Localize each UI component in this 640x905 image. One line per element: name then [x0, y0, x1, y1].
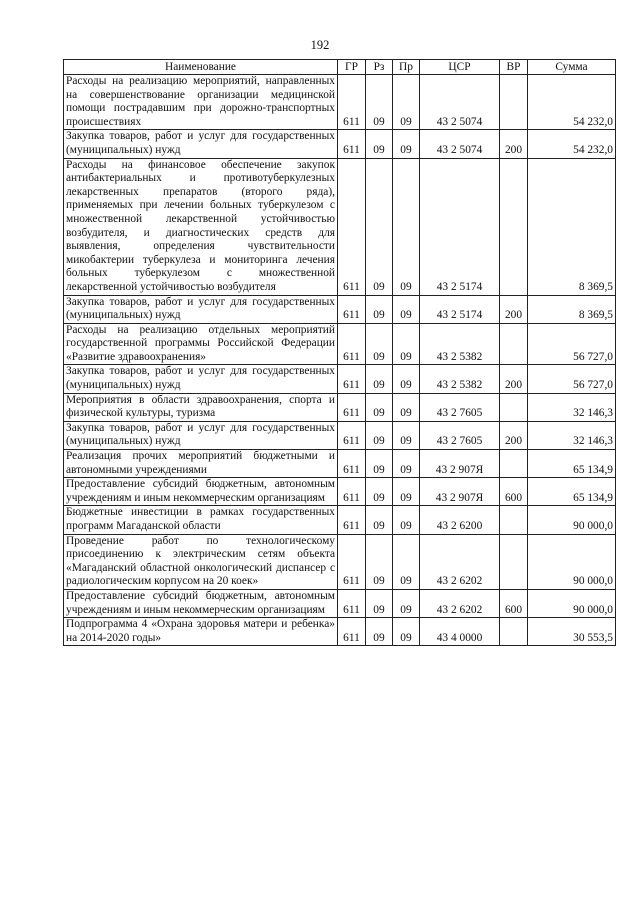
header-vr: ВР	[500, 60, 528, 75]
row-csr: 43 2 6202	[420, 589, 500, 617]
row-rz: 09	[366, 295, 393, 323]
row-pr: 09	[393, 534, 420, 589]
row-sum: 8 369,5	[528, 295, 616, 323]
row-gr: 611	[338, 365, 366, 393]
row-vr	[500, 158, 528, 295]
table-row	[64, 323, 616, 365]
row-pr: 09	[393, 158, 420, 295]
row-rz: 09	[366, 421, 393, 449]
row-csr: 43 2 5074	[420, 130, 500, 158]
row-pr: 09	[393, 323, 420, 365]
row-vr	[500, 75, 528, 130]
row-rz: 09	[366, 450, 393, 478]
header-pr: Пр	[393, 60, 420, 75]
row-gr: 611	[338, 295, 366, 323]
row-name: Расходы на реализацию мероприятий, направленных на совершенствование организации медицинской помощи пострадавшим при дорожно-транспортных происшествиях	[64, 75, 338, 130]
table-row	[64, 75, 616, 130]
header-sum: Сумма	[528, 60, 616, 75]
row-sum: 30 553,5	[528, 618, 616, 646]
row-sum: 90 000,0	[528, 589, 616, 617]
row-rz: 09	[366, 393, 393, 421]
row-name: Расходы на финансовое обеспечение закупок антибактериальных и противотуберкулезных лекарственных препаратов (второго ряда), применяемых при лечении больных туберкулезом с множественной лекарственной устойчивостью возбудителя, и диагностических средств для выявления, определения чувствительности микобактерии туберкулеза и мониторинга лечения больных туберкулезом с множественной лекарственной устойчивостью возбудителя	[64, 158, 338, 295]
row-rz: 09	[366, 478, 393, 506]
header-gr: ГР	[338, 60, 366, 75]
row-name: Реализация прочих мероприятий бюджетными и автономными учреждениями	[64, 450, 338, 478]
row-rz: 09	[366, 618, 393, 646]
table-row	[64, 393, 616, 421]
row-pr: 09	[393, 506, 420, 534]
row-vr	[500, 534, 528, 589]
table-row	[64, 158, 616, 295]
row-gr: 611	[338, 589, 366, 617]
row-vr: 600	[500, 478, 528, 506]
row-vr	[500, 618, 528, 646]
row-name: Подпрограмма 4 «Охрана здоровья матери и ребенка» на 2014-2020 годы»	[64, 618, 338, 646]
row-rz: 09	[366, 506, 393, 534]
row-rz: 09	[366, 75, 393, 130]
header-name: Наименование	[64, 60, 338, 75]
row-name: Предоставление субсидий бюджетным, автономным учреждениям и иным некоммерческим организациям	[64, 589, 338, 617]
row-gr: 611	[338, 450, 366, 478]
row-vr: 600	[500, 589, 528, 617]
table-row	[64, 450, 616, 478]
row-csr: 43 2 5074	[420, 75, 500, 130]
row-gr: 611	[338, 130, 366, 158]
row-csr: 43 4 0000	[420, 618, 500, 646]
row-csr: 43 2 907Я	[420, 450, 500, 478]
row-pr: 09	[393, 295, 420, 323]
row-name: Закупка товаров, работ и услуг для государственных (муниципальных) нужд	[64, 365, 338, 393]
budget-table	[63, 59, 616, 646]
row-sum: 56 727,0	[528, 365, 616, 393]
table-row	[64, 506, 616, 534]
row-vr	[500, 450, 528, 478]
row-sum: 32 146,3	[528, 393, 616, 421]
row-pr: 09	[393, 618, 420, 646]
row-gr: 611	[338, 323, 366, 365]
row-gr: 611	[338, 534, 366, 589]
row-pr: 09	[393, 450, 420, 478]
table-row	[64, 365, 616, 393]
row-gr: 611	[338, 393, 366, 421]
row-pr: 09	[393, 421, 420, 449]
row-rz: 09	[366, 158, 393, 295]
table-row	[64, 421, 616, 449]
row-csr: 43 2 907Я	[420, 478, 500, 506]
table-row	[64, 295, 616, 323]
table-row	[64, 534, 616, 589]
row-gr: 611	[338, 421, 366, 449]
row-name: Закупка товаров, работ и услуг для государственных (муниципальных) нужд	[64, 130, 338, 158]
row-rz: 09	[366, 365, 393, 393]
row-pr: 09	[393, 75, 420, 130]
row-sum: 8 369,5	[528, 158, 616, 295]
row-vr	[500, 393, 528, 421]
row-csr: 43 2 7605	[420, 393, 500, 421]
row-vr	[500, 506, 528, 534]
table-row	[64, 589, 616, 617]
row-name: Предоставление субсидий бюджетным, автономным учреждениям и иным некоммерческим организациям	[64, 478, 338, 506]
row-pr: 09	[393, 365, 420, 393]
row-name: Бюджетные инвестиции в рамках государственных программ Магаданской области	[64, 506, 338, 534]
row-rz: 09	[366, 534, 393, 589]
row-pr: 09	[393, 393, 420, 421]
row-vr: 200	[500, 130, 528, 158]
row-rz: 09	[366, 589, 393, 617]
row-csr: 43 2 5174	[420, 295, 500, 323]
row-sum: 56 727,0	[528, 323, 616, 365]
row-pr: 09	[393, 589, 420, 617]
row-sum: 65 134,9	[528, 478, 616, 506]
page-number: 192	[310, 38, 330, 52]
row-name: Проведение работ по технологическому присоединению к электрическим сетям объекта «Магаданский областной онкологический диспансер с радиологическим корпусом на 20 коек»	[64, 534, 338, 589]
row-sum: 90 000,0	[528, 506, 616, 534]
row-gr: 611	[338, 158, 366, 295]
row-sum: 65 134,9	[528, 450, 616, 478]
row-gr: 611	[338, 618, 366, 646]
header-rz: Рз	[366, 60, 393, 75]
row-rz: 09	[366, 130, 393, 158]
row-vr	[500, 323, 528, 365]
row-name: Закупка товаров, работ и услуг для государственных (муниципальных) нужд	[64, 295, 338, 323]
row-gr: 611	[338, 75, 366, 130]
table-row	[64, 130, 616, 158]
row-pr: 09	[393, 130, 420, 158]
row-vr: 200	[500, 365, 528, 393]
row-csr: 43 2 6202	[420, 534, 500, 589]
row-sum: 90 000,0	[528, 534, 616, 589]
header-csr: ЦСР	[420, 60, 500, 75]
row-name: Расходы на реализацию отдельных мероприятий государственной программы Российской Федерации «Развитие здравоохранения»	[64, 323, 338, 365]
row-name: Мероприятия в области здравоохранения, спорта и физической культуры, туризма	[64, 393, 338, 421]
row-gr: 611	[338, 506, 366, 534]
row-csr: 43 2 7605	[420, 421, 500, 449]
row-vr: 200	[500, 295, 528, 323]
table-row	[64, 618, 616, 646]
row-pr: 09	[393, 478, 420, 506]
row-sum: 32 146,3	[528, 421, 616, 449]
row-csr: 43 2 6200	[420, 506, 500, 534]
row-rz: 09	[366, 323, 393, 365]
row-sum: 54 232,0	[528, 75, 616, 130]
row-vr: 200	[500, 421, 528, 449]
row-csr: 43 2 5174	[420, 158, 500, 295]
row-sum: 54 232,0	[528, 130, 616, 158]
row-csr: 43 2 5382	[420, 365, 500, 393]
row-gr: 611	[338, 478, 366, 506]
table-header-row	[64, 60, 616, 75]
row-name: Закупка товаров, работ и услуг для государственных (муниципальных) нужд	[64, 421, 338, 449]
table-row	[64, 478, 616, 506]
row-csr: 43 2 5382	[420, 323, 500, 365]
